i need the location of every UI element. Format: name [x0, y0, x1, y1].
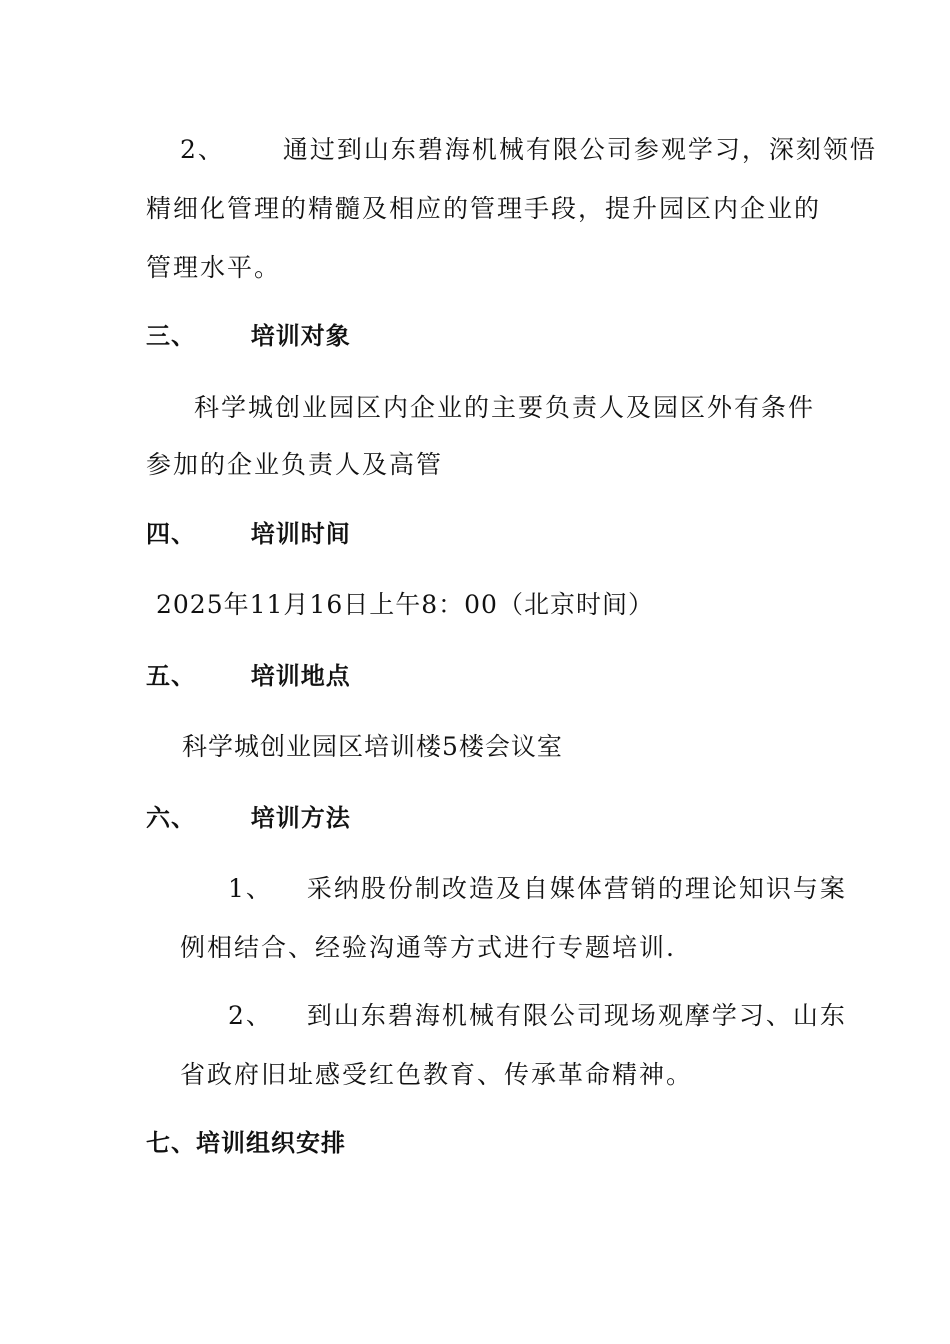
item-2-first-line [180, 134, 877, 166]
section-six-number: 六、 [146, 804, 196, 832]
item-2-text-line1: 通过到山东碧海机械有限公司参观学习，深刻领悟 [282, 135, 877, 164]
section-four-title: 培训时间 [250, 520, 351, 548]
section-six-item1-line1 [228, 873, 847, 905]
section-five-number: 五、 [146, 662, 196, 690]
section-six-item1-number: 1、 [228, 874, 273, 903]
section-six-item2-number: 2、 [228, 1001, 273, 1030]
section-six-item2-line2: 省政府旧址感受红色教育、传承革命精神。 [180, 1060, 694, 1089]
section-six-item2-text1: 到山东碧海机械有限公司现场观摩学习、山东 [306, 1001, 847, 1030]
section-five-location: 科学城创业园区培训楼5楼会议室 [182, 732, 563, 761]
section-four-time: 2025年11月16日上午8：00（北京时间） [156, 590, 654, 619]
item-2-text-line2: 精细化管理的精髓及相应的管理手段，提升园区内企业的 [146, 194, 822, 223]
section-three-title: 培训对象 [250, 322, 351, 350]
section-three-text-line1: 科学城创业园区内企业的主要负责人及园区外有条件 [194, 393, 816, 422]
item-2-number: 2、 [180, 135, 225, 164]
section-five-title: 培训地点 [250, 662, 351, 690]
section-three-text-line2: 参加的企业负责人及高管 [146, 450, 444, 479]
section-five-heading [146, 660, 351, 692]
section-six-item1-text1: 采纳股份制改造及自媒体营销的理论知识与案 [306, 874, 847, 903]
item-2-text-line3: 管理水平。 [146, 253, 282, 282]
section-four-heading [146, 518, 351, 550]
section-three-heading [146, 320, 351, 352]
section-seven-heading: 七、培训组织安排 [146, 1129, 346, 1157]
section-six-heading [146, 802, 351, 834]
section-six-title: 培训方法 [250, 804, 351, 832]
section-four-number: 四、 [146, 520, 196, 548]
section-six-item1-line2: 例相结合、经验沟通等方式进行专题培训. [180, 933, 676, 962]
section-six-item2-line1 [228, 1000, 847, 1032]
section-three-number: 三、 [146, 322, 196, 350]
